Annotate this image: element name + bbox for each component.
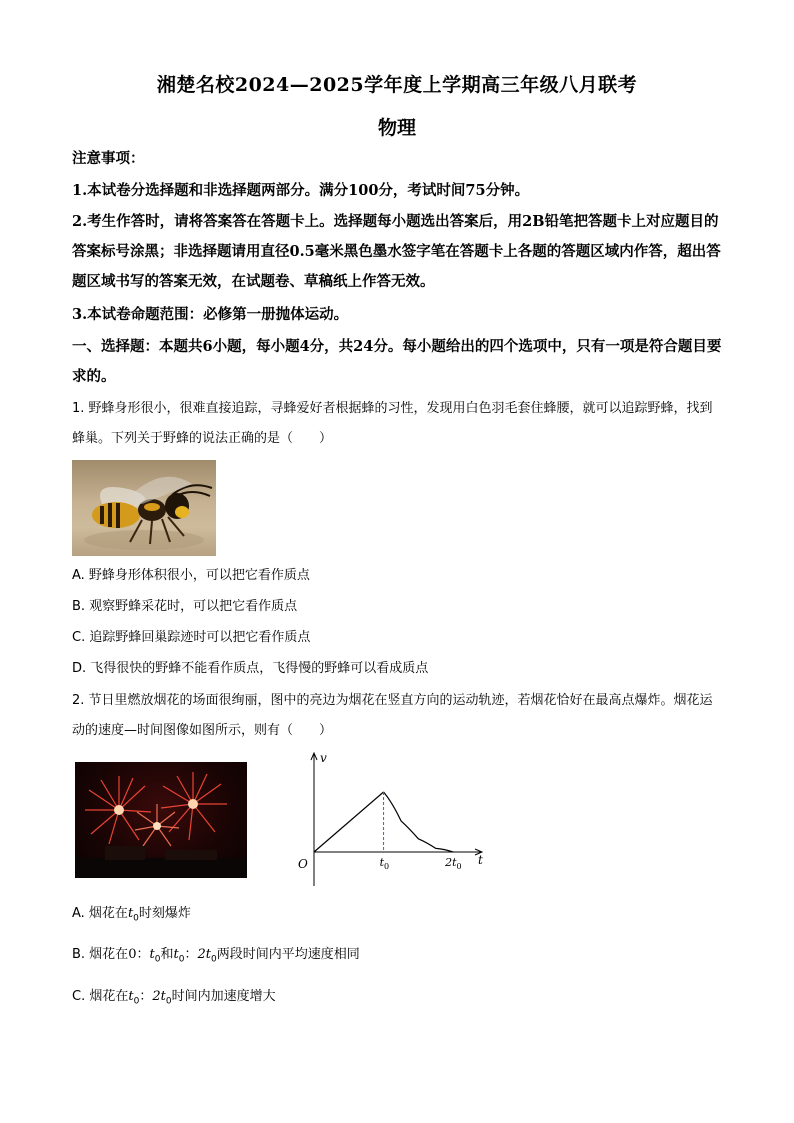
notes-heading: 注意事项： [72, 150, 145, 167]
q2-option-b-sep2: ： [184, 947, 198, 962]
q2-option-b[interactable] [72, 945, 360, 970]
vt-series-2 [384, 792, 454, 852]
q2-option-b-zero: 0 [128, 947, 137, 962]
q2-option-b-mid: 和 [160, 947, 174, 962]
q2-option-b-sep1: ： [136, 947, 150, 962]
q2-option-c-suffix: 时间内加速度增大 [171, 989, 276, 1004]
q2-option-b-t3: 2t [197, 947, 211, 962]
note-item-2: 2.考生作答时，请将答案答在答题卡上。选择题每小题选出答案后，用2B铅笔把答题卡上对应题目的答案标号涂黑；非选择题请用直径0.5毫米黑色墨水签字笔在答题卡上各题的答题区域内作答，超出答题区域书写的答案无效，在试题卷、草稿纸上作答无效。 [72, 213, 721, 290]
q2-option-c-t1: t [128, 989, 134, 1004]
fireworks-illustration [75, 762, 247, 878]
exam-title: 湘楚名校2024—2025学年度上学期高三年级八月联考 [156, 74, 638, 96]
tick-label-2t0-main: 2t [445, 856, 457, 869]
tick-label-2t0-sub: 0 [456, 862, 462, 871]
wasp-photo [72, 460, 216, 556]
question-1-stem: 1. 野蜂身形很小，很难直接追踪，寻蜂爱好者根据蜂的习性，发现用白色羽毛套住蜂腰，就可以追踪野蜂，找到蜂巢。下列关于野蜂的说法正确的是（ ） [72, 401, 713, 446]
origin-label: O [298, 857, 308, 871]
q2-option-a-prefix: A. 烟花在 [72, 906, 128, 921]
q2-option-b-t1: t [149, 947, 155, 962]
q2-option-a-t: t [127, 906, 134, 921]
q2-option-c-sep: ： [139, 989, 153, 1004]
y-axis-label: v [320, 751, 327, 765]
q2-option-c[interactable] [72, 987, 276, 1012]
q2-option-b-prefix: B. 烟花在 [72, 947, 129, 962]
tick-label-2t0 [444, 856, 462, 871]
q1-option-a[interactable]: A. 野蜂身形体积很小，可以把它看作质点 [72, 568, 310, 583]
note-item-1: 1.本试卷分选择题和非选择题两部分。满分100分，考试时间75分钟。 [72, 182, 530, 199]
q2-option-c-t2: 2t [152, 989, 166, 1004]
q2-option-b-sub3: 0 [210, 954, 217, 965]
tick-label-t0-main: t [379, 856, 384, 869]
subject-title: 物理 [377, 117, 416, 139]
q2-option-a-sub: 0 [133, 913, 139, 924]
q2-option-a-suffix: 时刻爆炸 [138, 906, 191, 921]
q1-option-b[interactable]: B. 观察野蜂采花时，可以把它看作质点 [72, 599, 298, 614]
vt-marks [314, 792, 453, 852]
vt-series-1 [314, 792, 384, 852]
note-item-3: 3.本试卷命题范围：必修第一册抛体运动。 [72, 306, 349, 323]
velocity-time-graph [290, 750, 490, 890]
q2-option-b-suffix: 两段时间内平均速度相同 [216, 947, 360, 962]
q2-option-b-sub1: 0 [154, 954, 161, 965]
q1-option-d[interactable]: D. 飞得很快的野蜂不能看作质点，飞得慢的野蜂可以看成质点 [72, 661, 429, 676]
q2-option-b-t2: t [173, 947, 179, 962]
vt-graph-svg [290, 750, 490, 890]
question-2-stem: 2. 节日里燃放烟花的场面很绚丽，图中的亮边为烟花在竖直方向的运动轨迹，若烟花恰好在最高点爆炸。烟花运动的速度—时间图像如图所示，则有（ ） [72, 693, 713, 738]
section-heading: 一、选择题：本题共6小题，每小题4分，共24分。每小题给出的四个选项中，只有一项是符合题目要求的。 [72, 338, 722, 385]
wasp-illustration [72, 460, 216, 556]
x-axis-label: t [478, 853, 483, 867]
q1-option-c[interactable]: C. 追踪野蜂回巢踪迹时可以把它看作质点 [72, 630, 311, 645]
q2-option-c-prefix: C. 烟花在 [72, 989, 129, 1004]
tick-label-t0-sub: 0 [383, 862, 390, 871]
q2-option-a[interactable] [72, 904, 191, 929]
tick-label-t0 [380, 856, 390, 871]
q2-option-c-sub2: 0 [165, 996, 172, 1007]
q2-option-b-sub2: 0 [178, 954, 185, 965]
q2-option-c-sub1: 0 [133, 996, 140, 1007]
fireworks-photo [75, 762, 247, 878]
